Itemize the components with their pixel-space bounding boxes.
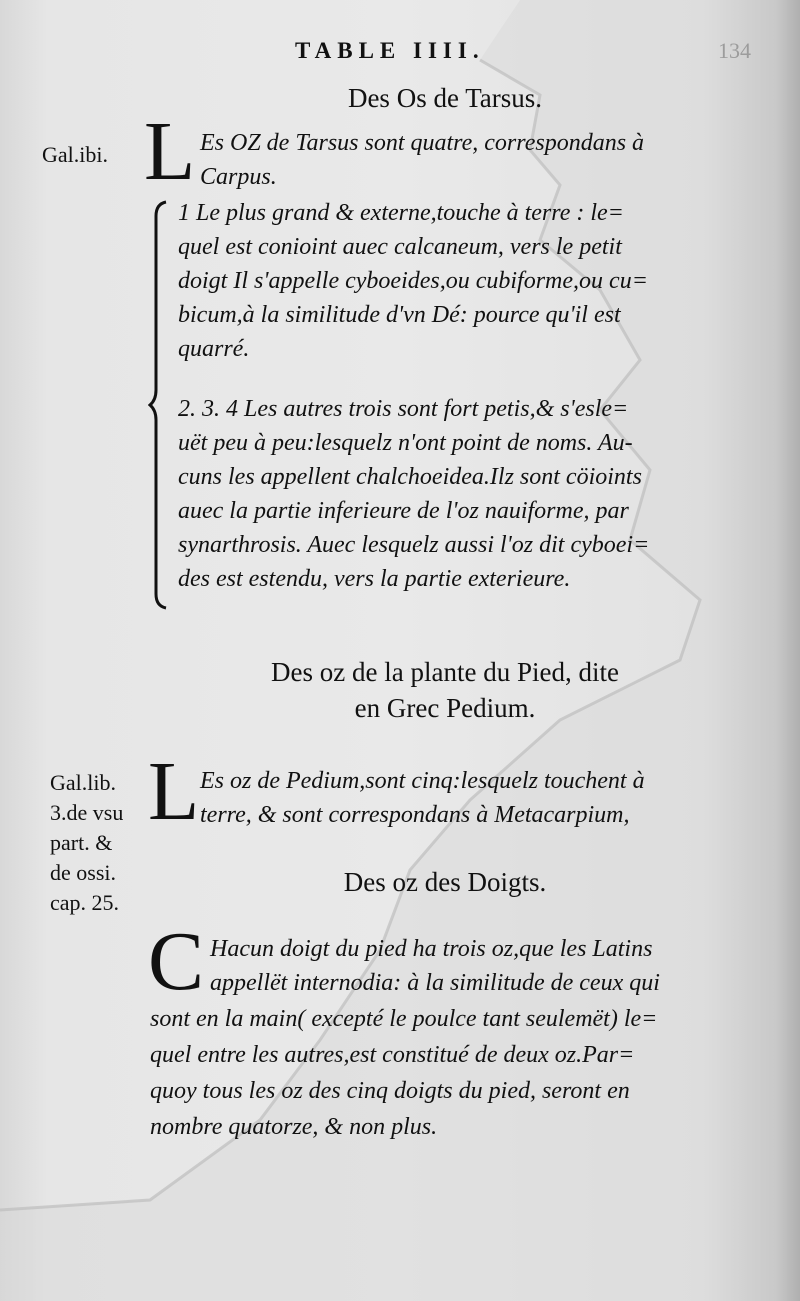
text-line: terre, & sont correspondans à Metacarpium, <box>200 802 630 828</box>
margin-note: de ossi. <box>50 860 116 885</box>
text-line: cuns les appellent chalchoeidea.Ilz sont cöioints <box>178 464 642 490</box>
margin-note: 3.de vsu <box>50 800 124 825</box>
section-heading-tarsus: Des Os de Tarsus. <box>347 83 543 113</box>
brace-icon <box>148 200 170 610</box>
text-line: Carpus. <box>200 164 277 190</box>
text-line: nombre quatorze, & non plus. <box>150 1114 438 1140</box>
section-heading-doigts: Des oz des Doigts. <box>343 867 547 897</box>
text-line: sont en la main( excepté le poulce tant seulemët) le= <box>150 1006 658 1032</box>
text-line: synarthrosis. Auec lesquelz aussi l'oz dit cyboei= <box>178 532 650 558</box>
margin-note: cap. 25. <box>50 890 120 915</box>
text-line: bicum,à la similitude d'vn Dé: pource qu'il est <box>178 302 621 328</box>
section-heading-pedium-line2: en Grec Pedium. <box>354 693 536 723</box>
text-line: auec la partie inferieure de l'oz nauiforme, par <box>178 498 629 524</box>
drop-cap: C <box>148 915 205 1008</box>
text-line: 1 Le plus grand & externe,touche à terre : le= <box>178 200 624 226</box>
margin-note: part. & <box>50 830 113 855</box>
text-line: quoy tous les oz des cinq doigts du pied, seront en <box>150 1078 630 1104</box>
running-head: TABLE IIII. <box>295 38 485 63</box>
margin-note: Gal.lib. <box>50 770 116 795</box>
drop-cap: L <box>148 745 200 838</box>
text-line: des est estendu, vers la partie exterieure. <box>178 566 571 592</box>
section-heading-pedium: Des oz de la plante du Pied, dite <box>271 657 619 687</box>
text-line: quel entre les autres,est constitué de deux oz.Par= <box>150 1042 635 1068</box>
text-line: Es oz de Pedium,sont cinq:lesquelz touchent à <box>200 768 645 794</box>
page-number: 134 <box>718 38 751 63</box>
text-line: Es OZ de Tarsus sont quatre, correspondans à <box>200 130 645 156</box>
drop-cap: L <box>144 105 196 198</box>
text-line: doigt Il s'appelle cyboeides,ou cubiforme,ou cu= <box>178 268 648 294</box>
text-line: quarré. <box>178 336 250 362</box>
margin-note: Gal.ibi. <box>42 142 108 167</box>
text-line: Hacun doigt du pied ha trois oz,que les Latins <box>210 936 653 962</box>
text-line: uët peu à peu:lesquelz n'ont point de noms. Au- <box>178 430 633 456</box>
text-line: appellët internodia: à la similitude de ceux qui <box>210 970 660 996</box>
text-line: 2. 3. 4 Les autres trois sont fort petis,& s'esle= <box>178 396 629 422</box>
text-line: quel est conioint auec calcaneum, vers le petit <box>178 234 622 260</box>
